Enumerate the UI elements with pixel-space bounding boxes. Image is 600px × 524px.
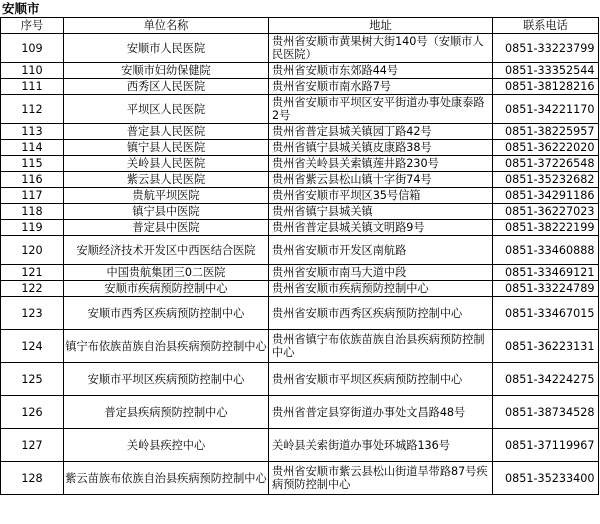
phone-number: 0851-38222199: [493, 220, 599, 236]
address: 贵州省安顺市南马大道中段: [269, 265, 493, 281]
row-number: 110: [1, 63, 64, 79]
unit-name: 普定县人民医院: [64, 124, 269, 140]
address: 贵州省安顺市南水路7号: [269, 79, 493, 95]
phone-number: 0851-34224275: [493, 363, 599, 396]
table-row: [1, 140, 599, 156]
unit-name: 安顺市疾病预防控制中心: [64, 281, 269, 297]
table-row: [1, 204, 599, 220]
unit-name: 安顺经济技术开发区中西医结合医院: [64, 236, 269, 265]
address: 贵州省安顺市紫云县松山街道旱带路87号疾病预防控制中心: [269, 462, 493, 495]
phone-number: 0851-33224789: [493, 281, 599, 297]
column-header-no: 序号: [1, 18, 64, 34]
unit-name: 普定县中医院: [64, 220, 269, 236]
phone-number: 0851-34221170: [493, 95, 599, 124]
address: 贵州省镇宁布依族苗族自治县疾病预防控制中心: [269, 330, 493, 363]
table-row: [1, 330, 599, 363]
row-number: 109: [1, 34, 64, 63]
row-number: 114: [1, 140, 64, 156]
column-header-name: 单位名称: [64, 18, 269, 34]
table-row: [1, 429, 599, 462]
row-number: 123: [1, 297, 64, 330]
column-header-address: 地址: [269, 18, 493, 34]
row-number: 113: [1, 124, 64, 140]
address: 贵州省关岭县关索镇莲井路230号: [269, 156, 493, 172]
address: 关岭县关索街道办事处环城路136号: [269, 429, 493, 462]
unit-name: 西秀区人民医院: [64, 79, 269, 95]
unit-name: 安顺市妇幼保健院: [64, 63, 269, 79]
row-number: 128: [1, 462, 64, 495]
unit-name: 紫云苗族布依族自治县疾病预防控制中心: [64, 462, 269, 495]
row-number: 124: [1, 330, 64, 363]
column-header-phone: 联系电话: [493, 18, 599, 34]
table-row: [1, 220, 599, 236]
row-number: 121: [1, 265, 64, 281]
city-title: 安顺市: [2, 1, 40, 16]
phone-number: 0851-37226548: [493, 156, 599, 172]
table-row: [1, 281, 599, 297]
phone-number: 0851-34291186: [493, 188, 599, 204]
table-row: [1, 172, 599, 188]
table-row: [1, 63, 599, 79]
unit-name: 普定县疾病预防控制中心: [64, 396, 269, 429]
phone-number: 0851-35233400: [493, 462, 599, 495]
phone-number: 0851-33469121: [493, 265, 599, 281]
row-number: 122: [1, 281, 64, 297]
table-row: [1, 462, 599, 495]
phone-number: 0851-35232682: [493, 172, 599, 188]
unit-name: 安顺市人民医院: [64, 34, 269, 63]
unit-name: 紫云县人民医院: [64, 172, 269, 188]
row-number: 116: [1, 172, 64, 188]
phone-number: 0851-33223799: [493, 34, 599, 63]
address: 贵州省安顺市开发区南航路: [269, 236, 493, 265]
phone-number: 0851-33352544: [493, 63, 599, 79]
row-number: 120: [1, 236, 64, 265]
address: 贵州省镇宁县城关镇: [269, 204, 493, 220]
phone-number: 0851-36227023: [493, 204, 599, 220]
unit-name: 安顺市平坝区疾病预防控制中心: [64, 363, 269, 396]
phone-number: 0851-36223131: [493, 330, 599, 363]
unit-name: 镇宁县中医院: [64, 204, 269, 220]
address: 贵州省安顺市东郊路44号: [269, 63, 493, 79]
table-row: [1, 79, 599, 95]
address: 贵州省普定县穿街道办事处文昌路48号: [269, 396, 493, 429]
unit-name: 关岭县疾控中心: [64, 429, 269, 462]
row-number: 119: [1, 220, 64, 236]
row-number: 111: [1, 79, 64, 95]
unit-name: 镇宁县人民医院: [64, 140, 269, 156]
table-row: [1, 297, 599, 330]
address: 贵州省安顺市疾病预防控制中心: [269, 281, 493, 297]
row-number: 127: [1, 429, 64, 462]
unit-name: 镇宁布依族苗族自治县疾病预防控制中心: [64, 330, 269, 363]
phone-number: 0851-38734528: [493, 396, 599, 429]
table-row: [1, 396, 599, 429]
table-row: [1, 124, 599, 140]
unit-name: 平坝区人民医院: [64, 95, 269, 124]
unit-name: 中国贵航集团三0二医院: [64, 265, 269, 281]
address: 贵州省安顺市平坝区安平街道办事处康泰路2号: [269, 95, 493, 124]
phone-number: 0851-33467015: [493, 297, 599, 330]
phone-number: 0851-38128216: [493, 79, 599, 95]
row-number: 118: [1, 204, 64, 220]
row-number: 115: [1, 156, 64, 172]
row-number: 126: [1, 396, 64, 429]
row-number: 125: [1, 363, 64, 396]
table-row: [1, 95, 599, 124]
address: 贵州省普定县城关镇园丁路42号: [269, 124, 493, 140]
table-row: [1, 156, 599, 172]
address: 贵州省安顺市平坝区35号信箱: [269, 188, 493, 204]
unit-name: 安顺市西秀区疾病预防控制中心: [64, 297, 269, 330]
phone-number: 0851-37119967: [493, 429, 599, 462]
phone-number: 0851-38225957: [493, 124, 599, 140]
address: 贵州省紫云县松山镇十字街74号: [269, 172, 493, 188]
address: 贵州省安顺市平坝区疾病预防控制中心: [269, 363, 493, 396]
table-row: [1, 265, 599, 281]
row-number: 112: [1, 95, 64, 124]
unit-name: 贵航平坝医院: [64, 188, 269, 204]
unit-name: 关岭县人民医院: [64, 156, 269, 172]
phone-number: 0851-36222020: [493, 140, 599, 156]
hospital-table: [0, 17, 599, 495]
address: 贵州省安顺市西秀区疾病预防控制中心: [269, 297, 493, 330]
address: 贵州省普定县城关镇文明路9号: [269, 220, 493, 236]
table-row: [1, 34, 599, 63]
phone-number: 0851-33460888: [493, 236, 599, 265]
table-row: [1, 363, 599, 396]
address: 贵州省安顺市黄果树大街140号（安顺市人民医院）: [269, 34, 493, 63]
row-number: 117: [1, 188, 64, 204]
table-header-row: [1, 18, 599, 34]
table-row: [1, 188, 599, 204]
address: 贵州省镇宁县城关镇皮康路38号: [269, 140, 493, 156]
table-row: [1, 236, 599, 265]
